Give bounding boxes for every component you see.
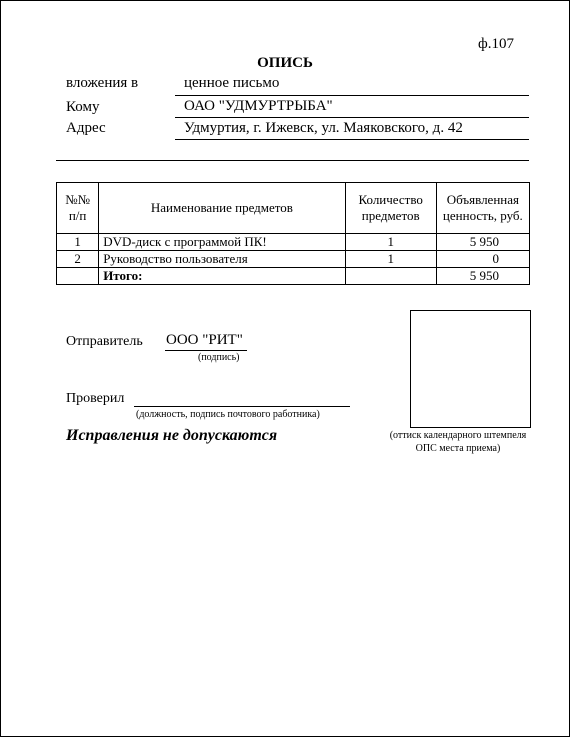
row-qty: 1 [345,251,436,268]
corrections-warning: Исправления не допускаются [66,427,278,444]
header-name: Наименование предметов [99,183,345,234]
to-underline [175,117,529,118]
address-underline [175,139,529,140]
total-qty-empty-cell [345,268,436,285]
stamp-box [410,310,531,428]
header-qty: Количество предметов [345,183,436,234]
enclosure-label: вложения в [66,75,139,91]
table-row [57,251,530,268]
enclosure-value: ценное письмо [184,75,280,91]
total-value: 5 950 [436,268,529,285]
stamp-caption: (оттиск календарного штемпеля ОПС места приема) [389,430,527,454]
sender-value: ООО "РИТ" [166,332,243,348]
sender-signature-caption: (подпись) [198,352,240,363]
row-value: 0 [436,251,529,268]
header-num: №№ п/п [57,183,99,234]
total-label: Итого: [99,268,345,285]
row-num: 1 [57,234,99,251]
enclosure-underline [175,95,529,96]
total-empty-cell [57,268,99,285]
document-title: ОПИСЬ [257,55,313,71]
table-row [57,234,530,251]
header-value: Объявленная ценность, руб. [436,183,529,234]
form-code: ф.107 [478,36,514,52]
sender-label: Отправитель [66,334,143,349]
address-label: Адрес [66,120,106,136]
table-header-row [57,183,530,234]
checked-signature-line [134,406,350,407]
items-table [56,182,530,285]
row-qty: 1 [345,234,436,251]
row-name: DVD-диск с программой ПК! [99,234,345,251]
checked-label: Проверил [66,391,125,406]
row-name: Руководство пользователя [99,251,345,268]
checked-caption: (должность, подпись почтового работника) [136,409,320,420]
row-value: 5 950 [436,234,529,251]
address-value: Удмуртия, г. Ижевск, ул. Маяковского, д. 42 [184,120,463,136]
to-label: Кому [66,99,100,115]
sender-signature-line [165,350,247,351]
table-total-row [57,268,530,285]
to-value: ОАО "УДМУРТРЫБА" [184,98,333,114]
row-num: 2 [57,251,99,268]
separator-line [56,160,529,161]
